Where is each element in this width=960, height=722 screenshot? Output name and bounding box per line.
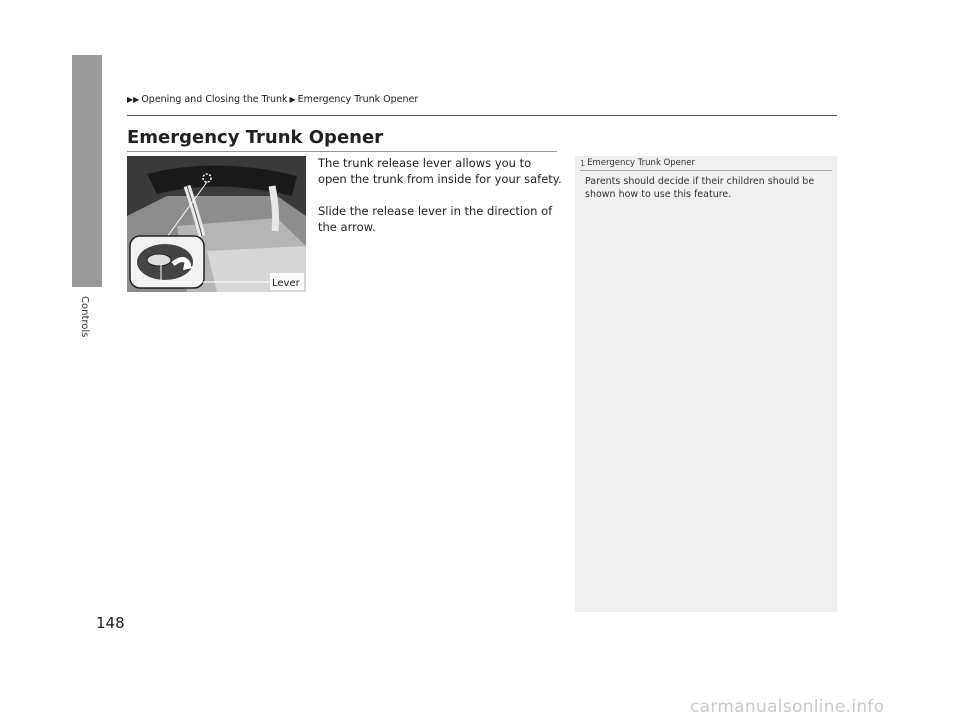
note-title-text: Emergency Trunk Opener	[587, 158, 695, 168]
watermark: carmanualsonline.info	[690, 697, 885, 717]
trunk-lever-image	[127, 156, 306, 292]
note-divider	[580, 170, 832, 171]
page-title: Emergency Trunk Opener	[127, 127, 384, 148]
section-label: Controls	[79, 296, 90, 338]
breadcrumb-arrow-icon: ▶▶	[127, 95, 140, 104]
note-marker-icon: 1	[580, 158, 586, 168]
body-paragraph: The trunk release lever allows you to open the trunk from inside for your safety.	[318, 156, 562, 186]
title-divider	[127, 151, 557, 152]
note-title	[580, 158, 695, 168]
breadcrumb-item-current: Emergency Trunk Opener	[297, 94, 419, 105]
body-text	[318, 155, 563, 251]
header-divider	[127, 115, 837, 116]
lever-callout-label: Lever	[272, 278, 300, 289]
body-paragraph: Slide the release lever in the direction of the arrow.	[318, 204, 553, 234]
section-tab	[72, 55, 102, 287]
trunk-illustration	[127, 156, 306, 292]
breadcrumb-item-trunk[interactable]: Opening and Closing the Trunk	[141, 94, 288, 105]
note-box	[575, 156, 837, 612]
breadcrumb	[127, 94, 418, 105]
note-text: Parents should decide if their children should be shown how to use this feature.	[585, 176, 815, 200]
page-number: 148	[96, 614, 125, 632]
breadcrumb-arrow-icon: ▶	[289, 95, 296, 104]
